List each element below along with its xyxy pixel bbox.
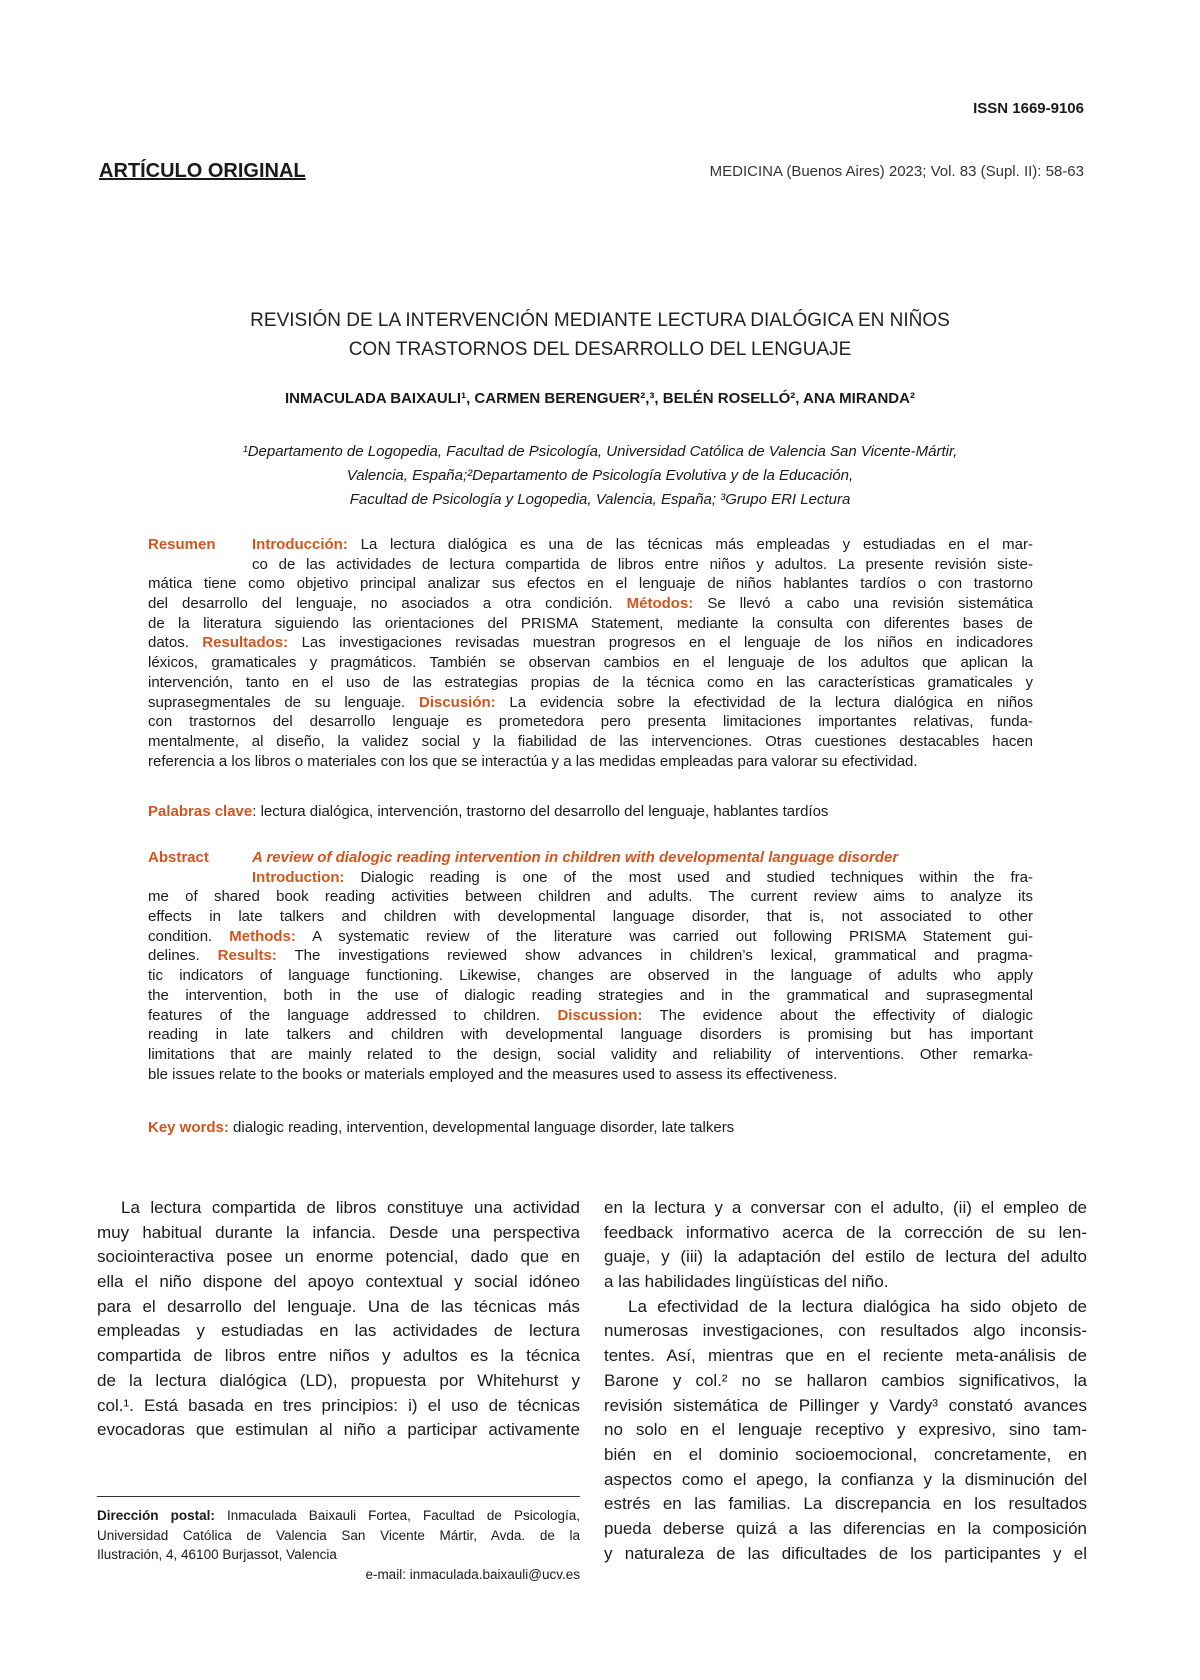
abstract-line: effects in late talkers and children with developmental language disorder, that is, not associated to other	[148, 908, 1033, 926]
key-words-label: Key words:	[148, 1119, 229, 1136]
resumen-text: del desarrollo del lenguaje, no asociados a otra condición.	[148, 595, 613, 613]
affiliation-line: Facultad de Psicología y Logopedia, Valencia, España; ³Grupo ERI Lectura	[349, 491, 851, 508]
body-line: tentes. Así, mientras que en el reciente meta-análisis de	[604, 1346, 1087, 1366]
body-line: compartida de libros entre niños y adultos es la técnica	[97, 1346, 580, 1366]
introduction-label: Introduction:	[252, 868, 345, 886]
abstract-text: Dialogic reading is one of the most used and studied techniques within the fra-	[360, 868, 1033, 886]
body-line: estrés en las familias. La discrepancia en los resultados	[604, 1494, 1087, 1514]
resumen-line: mática tiene como objetivo principal analizar sus efectos en el lenguaje de niños hablantes tardíos o con trastorno	[148, 575, 1033, 593]
body-line: bién en el dominio socioemocional, concretamente, en	[604, 1444, 1087, 1464]
resumen-text: La evidencia sobre la efectividad de la lectura dialógica en niños	[509, 693, 1033, 711]
resumen-line: léxicos, gramaticales y pragmáticos. También se observan cambios en el lenguaje de los adultos que aplican la	[148, 654, 1033, 672]
key-words-text: dialogic reading, intervention, developmental language disorder, late talkers	[233, 1119, 735, 1136]
abstract-label: Abstract	[148, 849, 209, 866]
title-line-1: REVISIÓN DE LA INTERVENCIÓN MEDIANTE LECTURA DIALÓGICA EN NIÑOS	[250, 310, 950, 331]
body-line: en la lectura y a conversar con el adulto, (ii) el empleo de	[604, 1198, 1087, 1217]
abstract-line: reading in late talkers and children with developmental language disorders is promising but has important	[148, 1026, 1033, 1044]
resumen-text: Las investigaciones revisadas muestran progresos en el lenguaje de los niños en indicadores	[301, 634, 1033, 652]
resumen-line: de la literatura siguiendo las orientaciones del PRISMA Statement, mediante la consulta con diferentes bases de	[148, 614, 1033, 632]
discussion-label: Discussion:	[557, 1006, 643, 1024]
affiliation-line: Valencia, España;²Departamento de Psicología Evolutiva y de la Educación,	[346, 467, 854, 484]
resultados-label: Resultados:	[202, 634, 289, 652]
abstract-line	[148, 946, 1033, 966]
resumen-label: Resumen	[148, 536, 216, 553]
body-line: a las habilidades lingüísticas del niño.	[604, 1272, 889, 1292]
resumen-line	[148, 535, 1033, 555]
abstract-line: me of shared book reading activities between children and adults. The current review aims to analyze its	[148, 888, 1033, 906]
abstract-heading	[148, 848, 1033, 868]
methods-label: Methods:	[229, 927, 296, 945]
intro-label: Introducción:	[252, 536, 348, 553]
resumen-line	[148, 633, 1033, 653]
palabras-clave	[148, 802, 1033, 822]
body-line: La efectividad de la lectura dialógica ha sido objeto de	[628, 1296, 1087, 1316]
abstract-line: tic indicators of language functioning. Likewise, changes are observed in the language of adults who apply	[148, 967, 1033, 985]
key-words	[148, 1118, 1033, 1138]
body-line: de la lectura dialógica (LD), propuesta por Whitehurst y	[97, 1370, 580, 1390]
body-line: guaje, y (iii) la adaptación del estilo de lectura del adulto	[604, 1247, 1087, 1267]
resumen-line: co de las actividades de lectura compartida de libros entre niños y adultos. La presente revisión siste-	[252, 555, 1033, 573]
body-column-right	[604, 1196, 1087, 1566]
address-label: Dirección postal:	[97, 1508, 215, 1523]
abstract-text: delines.	[148, 947, 200, 965]
discusion-label: Discusión:	[418, 693, 496, 711]
body-line: La lectura compartida de libros constituye una actividad	[121, 1198, 580, 1217]
address-text: Inmaculada Baixauli Fortea, Facultad de Psicología,	[226, 1508, 580, 1523]
abstract-line	[148, 927, 1033, 947]
journal-citation: MEDICINA (Buenos Aires) 2023; Vol. 83 (Supl. II): 58-63	[709, 163, 1084, 180]
metodos-label: Métodos:	[626, 595, 694, 613]
title-line-2: CON TRASTORNOS DEL DESARROLLO DEL LENGUAJE	[348, 339, 852, 360]
abstract-text: The evidence about the effectivity of dialogic	[659, 1006, 1033, 1024]
palabras-clave-label: Palabras clave	[148, 803, 253, 820]
body-line: ella el niño dispone del apoyo contextual y social idóneo	[97, 1272, 580, 1292]
resumen-text: suprasegmentales de su lenguaje.	[148, 693, 406, 711]
abstract-text: features of the language addressed to children.	[148, 1006, 541, 1024]
resumen-line: referencia a los libros o materiales con los que se interactúa y a las medidas empleadas para valorar su efectividad.	[148, 752, 918, 770]
resumen-block	[148, 535, 1033, 771]
body-line: col.¹. Está basada en tres principios: i) el uso de técnicas	[97, 1395, 580, 1415]
abstract-title: A review of dialogic reading intervention in children with developmental language disorder	[252, 849, 899, 866]
resumen-line: intervención, tanto en el uso de las estrategias propias de la técnica como en las características gramaticales y	[148, 673, 1033, 691]
affiliations	[120, 440, 1080, 512]
resumen-text: Se llevó a cabo una revisión sistemática	[707, 595, 1033, 613]
abstract-line: the intervention, both in the use of dialogic reading strategies and in the grammatical and suprasegmental	[148, 986, 1033, 1004]
section-label: ARTÍCULO ORIGINAL	[99, 160, 306, 182]
body-line: pueda deberse quizá a las diferencias en la composición	[604, 1518, 1087, 1538]
abstract-text: A systematic review of the literature was carried out following PRISMA Statement gui-	[312, 927, 1033, 945]
email-address[interactable]: e-mail: inmaculada.baixauli@ucv.es	[365, 1566, 580, 1582]
address-line: Ilustración, 4, 46100 Burjassot, Valencia	[97, 1547, 337, 1562]
abstract-text: The investigations reviewed show advances in children’s lexical, grammatical and pragma-	[294, 947, 1033, 965]
footnote-divider	[97, 1496, 580, 1497]
resumen-text: datos.	[148, 634, 189, 652]
resumen-line: mentalmente, al diseño, la validez social y la fiabilidad de las intervenciones. Otras cuestiones destacables hacen	[148, 732, 1033, 750]
abstract-text: condition.	[148, 927, 213, 945]
body-line: feedback informativo acerca de la corrección de su len-	[604, 1222, 1087, 1242]
address-line: Universidad Católica de Valencia San Vicente Mártir, Avda. de la	[97, 1527, 580, 1543]
body-line: y naturaleza de las dificultades de los participantes y el	[604, 1543, 1087, 1563]
abstract-line: ble issues relate to the books or materials employed and the measures used to assess its effectiveness.	[148, 1065, 838, 1083]
body-line: numerosas investigaciones, con resultados algo inconsis-	[604, 1321, 1087, 1341]
body-line: Barone y col.² no se hallaron cambios significativos, la	[604, 1370, 1087, 1390]
resumen-line: con trastornos del desarrollo lenguaje es prometedora pero presenta limitaciones importantes relativas, funda-	[148, 713, 1033, 731]
body-line: muy habitual durante la infancia. Desde una perspectiva	[97, 1222, 580, 1242]
body-line: no solo en el lenguaje receptivo y expresivo, sino tam-	[604, 1420, 1087, 1440]
resumen-text: La lectura dialógica es una de las técnicas más empleadas y estudiadas en el mar-	[360, 536, 1033, 553]
body-line: evocadoras que estimulan al niño a participar activamente	[97, 1420, 580, 1440]
body-line: para el desarrollo del lenguaje. Una de las técnicas más	[97, 1296, 580, 1316]
postal-address	[97, 1506, 580, 1584]
affiliation-line: ¹Departamento de Logopedia, Facultad de Psicología, Universidad Católica de Valencia San Vicente-Mártir,	[242, 443, 958, 460]
address-line	[97, 1506, 580, 1526]
palabras-clave-text: : lectura dialógica, intervención, trastorno del desarrollo del lenguaje, hablantes tardíos	[252, 803, 829, 820]
body-line: revisión sistemática de Pillinger y Vardy³ constató avances	[604, 1395, 1087, 1415]
abstract-line	[148, 868, 1033, 888]
resumen-line	[148, 594, 1033, 614]
abstract-block	[148, 848, 1033, 1084]
body-line: sociointeractiva posee un enorme potencial, dado que en	[97, 1247, 580, 1267]
body-line: aspectos como el apego, la confianza y la disminución del	[604, 1469, 1087, 1489]
article-title	[120, 306, 1080, 364]
authors: INMACULADA BAIXAULI¹, CARMEN BERENGUER²,³, BELÉN ROSELLÓ², ANA MIRANDA²	[285, 390, 915, 407]
resumen-line	[148, 693, 1033, 713]
abstract-line	[148, 1006, 1033, 1026]
results-label: Results:	[217, 947, 277, 965]
issn: ISSN 1669-9106	[973, 100, 1084, 117]
body-line: empleadas y estudiadas en las actividades de lectura	[97, 1321, 580, 1341]
abstract-line: limitations that are mainly related to the design, social validity and reliability of interventions. Other remarka-	[148, 1045, 1033, 1063]
body-column-left	[97, 1196, 580, 1443]
